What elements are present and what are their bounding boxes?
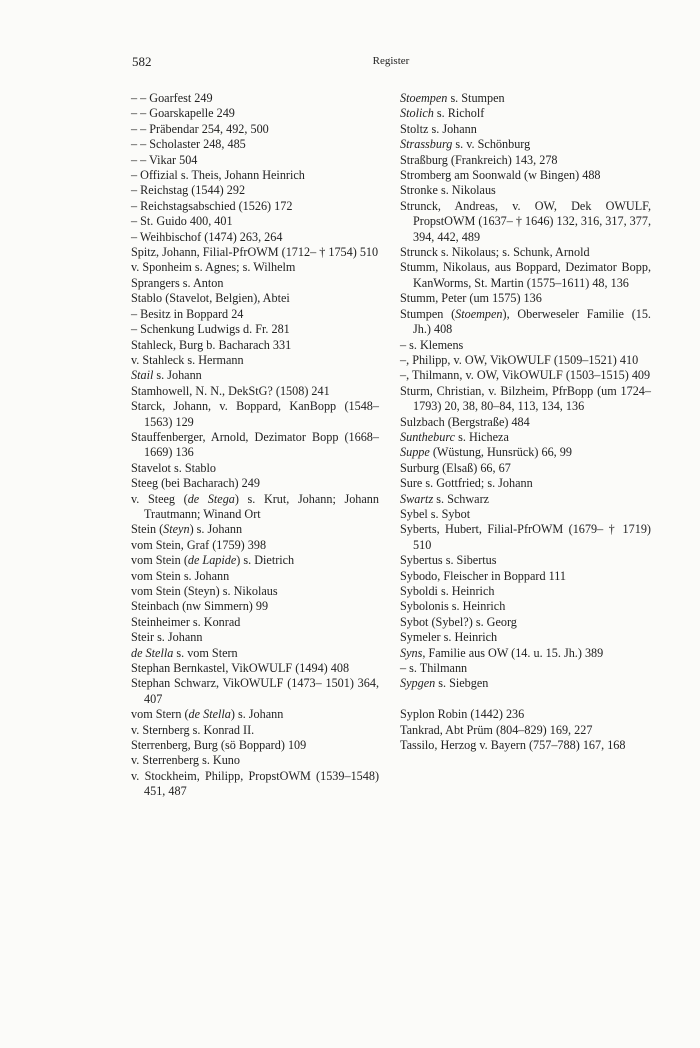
index-entry: – – Vikar 504 (131, 152, 198, 167)
index-entry: Surburg (Elsaß) 66, 67 (400, 460, 511, 475)
index-entry: – – Goarfest 249 (131, 91, 213, 105)
index-entry: Swartz s. Schwarz (400, 491, 490, 506)
index-entry: Sybodo, Fleischer in Boppard 111 (400, 568, 566, 583)
index-entry: Strunck, Andreas, v. OW, Dek OWULF, PropstOWM (1637– † 1646) 132, 316, 317, 377, 394, 442, 489 (400, 198, 651, 244)
italic-term: de Stega (187, 491, 235, 506)
index-entry: Suntheburc s. Hicheza (400, 429, 509, 444)
index-column-left (131, 91, 379, 800)
index-entry: Stolich s. Richolf (400, 106, 485, 121)
index-entry: – Offizial s. Theis, Johann Heinrich (131, 168, 305, 183)
index-entry: Steeg (bei Bacharach) 249 (131, 476, 260, 491)
index-entry: – Reichstag (1544) 292 (131, 183, 246, 198)
index-entry: Symeler s. Heinrich (400, 630, 498, 645)
index-entry: vom Stein s. Johann (131, 568, 230, 583)
italic-term: Stoempen (455, 306, 503, 321)
italic-term: de Stella (188, 707, 231, 722)
index-entry: – s. Thilmann (400, 661, 468, 676)
italic-term: Syns (400, 645, 423, 660)
italic-term: de Stella (131, 645, 174, 660)
index-entry: –, Thilmann, v. OW, VikOWULF (1503–1515) 409 (400, 368, 651, 383)
italic-term: de Lapide (187, 553, 237, 568)
italic-term: Strassburg (400, 137, 453, 152)
index-entry: v. Stahleck s. Hermann (131, 352, 244, 367)
index-entry: Stamhowell, N. N., DekStG? (1508) 241 (131, 383, 330, 398)
index-entry: Stumpen (Stoempen), Oberweseler Familie (15. Jh.) 408 (400, 306, 651, 337)
index-entry: Sturm, Christian, v. Bilzheim, PfrBopp (um 1724–1793) 20, 38, 80–84, 113, 134, 136 (400, 383, 651, 414)
index-entry: Stumm, Nikolaus, aus Boppard, Dezimator Bopp, KanWorms, St. Martin (1575–1611) 48, 136 (400, 260, 651, 290)
index-entry: Stoempen s. Stumpen (400, 91, 505, 105)
index-entry: Stauffenberger, Arnold, Dezimator Bopp (1668–1669) 136 (131, 429, 379, 460)
italic-term: Suppe (400, 445, 430, 460)
index-entry: Stablo (Stavelot, Belgien), Abtei (131, 291, 290, 306)
index-entry: Syplon Robin (1442) 236 (400, 707, 525, 722)
index-entry: v. Sponheim s. Agnes; s. Wilhelm (131, 260, 296, 275)
index-entry: Steinbach (nw Simmern) 99 (131, 599, 269, 614)
italic-term: Suntheburc (400, 429, 456, 444)
index-entry: Stahleck, Burg b. Bacharach 331 (131, 337, 292, 352)
page-number: 582 (132, 54, 152, 69)
index-entry: vom Stern (de Stella) s. Johann (131, 707, 284, 722)
index-entry: v. Stockheim, Philipp, PropstOWM (1539–1548) 451, 487 (131, 768, 379, 799)
index-entry: Stephan Bernkastel, VikOWULF (1494) 408 (131, 661, 350, 676)
index-entry: vom Stein (Steyn) s. Nikolaus (131, 584, 278, 598)
index-entry: – Schenkung Ludwigs d. Fr. 281 (131, 322, 290, 337)
index-entry: –, Philipp, v. OW, VikOWULF (1509–1521) 410 (400, 352, 639, 367)
index-entry: Spitz, Johann, Filial-PfrOWM (1712– † 1754) 510 (131, 245, 379, 260)
index-entry: Steir s. Johann (131, 630, 203, 645)
index-entry: Tankrad, Abt Prüm (804–829) 169, 227 (400, 722, 593, 737)
index-entry: Sybel s. Sybot (400, 506, 471, 521)
italic-term: Stoempen (400, 91, 448, 105)
index-entry: Sybolonis s. Heinrich (400, 599, 506, 614)
index-entry: vom Stein, Graf (1759) 398 (131, 537, 267, 552)
index-entry: Sypgen s. Siebgen (400, 676, 489, 691)
italic-term: Sypgen (400, 676, 436, 691)
index-entry: Straßburg (Frankreich) 143, 278 (400, 152, 558, 167)
index-entry: – – Scholaster 248, 485 (131, 137, 246, 152)
index-entry: Sybot (Sybel?) s. Georg (400, 614, 517, 629)
index-entry: Stephan Schwarz, VikOWULF (1473– 1501) 364, 407 (131, 676, 379, 706)
index-entry: – – Goarskapelle 249 (131, 106, 235, 121)
index-entry: Steinheimer s. Konrad (131, 614, 241, 629)
index-entry: Tassilo, Herzog v. Bayern (757–788) 167, 168 (400, 738, 626, 753)
index-entry: Sybertus s. Sibertus (400, 553, 497, 568)
index-entry: – St. Guido 400, 401 (131, 214, 233, 229)
index-entry: v. Sternberg s. Konrad II. (131, 722, 255, 737)
index-entry: Stronke s. Nikolaus (400, 183, 496, 198)
italic-term: Stail (131, 368, 154, 383)
index-entry: Stail s. Johann (131, 368, 202, 383)
index-entry: Sterrenberg, Burg (sö Boppard) 109 (131, 738, 307, 753)
index-entry: – – Präbendar 254, 492, 500 (131, 121, 269, 136)
index-entry: v. Steeg (de Stega) s. Krut, Johann; Johann Trautmann; Winand Ort (131, 491, 379, 521)
running-title: Register (372, 55, 410, 67)
index-column-right (400, 91, 651, 753)
index-entry: Sprangers s. Anton (131, 275, 224, 290)
index-entry: – s. Klemens (400, 337, 464, 352)
index-entry: Sure s. Gottfried; s. Johann (400, 476, 533, 491)
index-entry: Stavelot s. Stablo (131, 460, 216, 475)
index-entry: – Weihbischof (1474) 263, 264 (131, 229, 283, 244)
italic-term: Steyn (163, 522, 190, 537)
index-entry: – Reichstagsabschied (1526) 172 (131, 198, 293, 213)
index-entry: Sulzbach (Bergstraße) 484 (400, 414, 530, 429)
index-entry: Syberts, Hubert, Filial-PfrOWM (1679– † 1719) 510 (400, 522, 651, 552)
italic-term: Swartz (400, 491, 434, 506)
index-entry: Syns, Familie aus OW (14. u. 15. Jh.) 389 (400, 645, 604, 660)
page-header (132, 54, 650, 72)
index-entry: Stumm, Peter (um 1575) 136 (400, 291, 542, 306)
index-entry: Stoltz s. Johann (400, 121, 477, 136)
index-entry: – Besitz in Boppard 24 (131, 306, 244, 321)
index-entry: Stromberg am Soonwald (w Bingen) 488 (400, 168, 601, 183)
index-entry: Strassburg s. v. Schönburg (400, 137, 531, 152)
index-entry: Starck, Johann, v. Boppard, KanBopp (1548–1563) 129 (131, 399, 379, 429)
index-entry: vom Stein (de Lapide) s. Dietrich (131, 553, 295, 568)
index-entry: v. Sterrenberg s. Kuno (131, 753, 240, 768)
index-entry: Syboldi s. Heinrich (400, 584, 495, 598)
italic-term: Stolich (400, 106, 434, 121)
index-entry: de Stella s. vom Stern (131, 645, 238, 660)
index-entry: Stein (Steyn) s. Johann (131, 522, 243, 537)
index-entry: Strunck s. Nikolaus; s. Schunk, Arnold (400, 245, 590, 260)
index-entry: Suppe (Wüstung, Hunsrück) 66, 99 (400, 445, 572, 460)
